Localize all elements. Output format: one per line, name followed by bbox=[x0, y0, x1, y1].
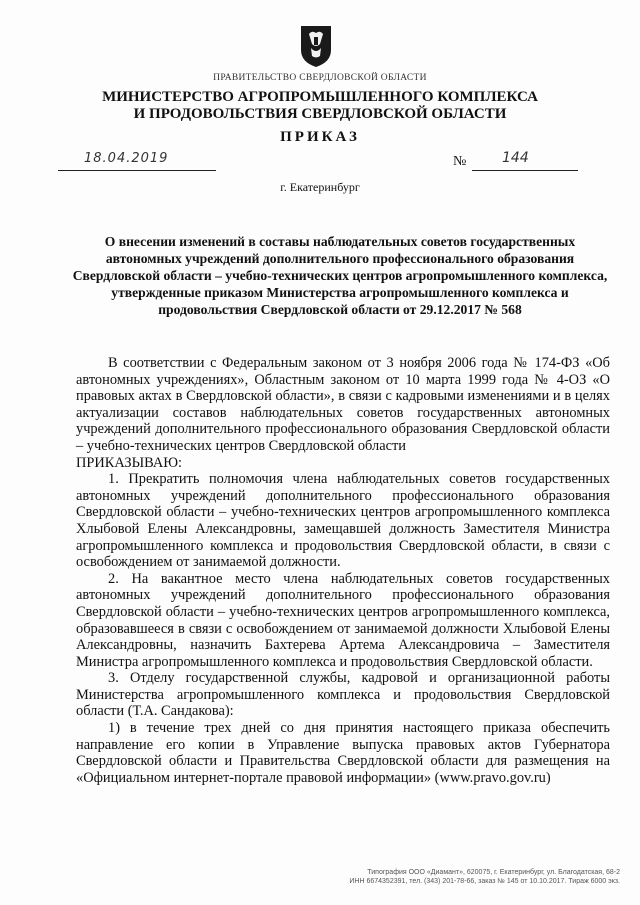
handwritten-date: 18.04.2019 bbox=[84, 151, 169, 166]
date-field bbox=[58, 150, 216, 171]
handwritten-number: 144 bbox=[502, 150, 529, 166]
ministry-line-2: И ПРОДОВОЛЬСТВИЯ СВЕРДЛОВСКОЙ ОБЛАСТИ bbox=[133, 106, 507, 122]
ministry-name bbox=[0, 89, 640, 123]
item-1: 1. Прекратить полномочия члена наблюдательных советов государственных автономных учреждений дополнительного профессионального образования Свердловской области – учебно-технических центров агропромышленного комплекса Хлыбовой Елены Александровны, замещавшей должность Заместителя Министра агропромышленного комплекса и продовольствия Свердловской области, в связи с освобождением от занимаемой должности. bbox=[76, 471, 610, 571]
item-3-1: 1) в течение трех дней со дня принятия настоящего приказа обеспечить направление его копии в Управление выпуска правовых актов Губернатора Свердловской области и Правительства Свердловской области для размещения на «Официальном интернет-портале правовой информации» (www.pravo.gov.ru) bbox=[76, 720, 610, 786]
footer-line-1: Типография ООО «Диамант», 620075, г. Екатеринбург, ул. Благодатская, 68-2 bbox=[367, 869, 620, 876]
number-field bbox=[472, 150, 578, 171]
order-word: ПРИКАЗЫВАЮ: bbox=[76, 454, 183, 471]
preamble-paragraph: В соответствии с Федеральным законом от 3 ноября 2006 года № 174-ФЗ «Об автономных учреждениях», Областным законом от 10 марта 1999 года № 4-ОЗ «О правовых актах в Свердловской области», в связи с кадровыми изменениями и в целях актуализации составов наблюдательных советов государственных автономных учреждений дополнительного профессионального образования Свердловской области – учебно-технических центров Свердловской области bbox=[76, 355, 610, 454]
number-label: № bbox=[453, 154, 467, 169]
document-type: ПРИКАЗ bbox=[280, 129, 360, 145]
city: г. Екатеринбург bbox=[280, 180, 360, 194]
coat-of-arms-icon bbox=[298, 24, 334, 68]
printer-footer bbox=[300, 868, 620, 886]
footer-line-2: ИНН 6674352391, тел. (343) 201-78-66, заказ № 145 от 10.10.2017. Тираж 6000 экз. bbox=[349, 878, 620, 885]
ministry-line-1: МИНИСТЕРСТВО АГРОПРОМЫШЛЕННОГО КОМПЛЕКСА bbox=[102, 89, 538, 105]
order-subject: О внесении изменений в составы наблюдательных советов государственных автономных учреждений дополнительного профессионального образования Свердловской области – учебно-технических центров агропромышленного комплекса, утвержденные приказом Министерства агропромышленного комплекса и продовольствия Свердловской области от 29.12.2017 № 568 bbox=[72, 234, 608, 317]
order-body bbox=[76, 355, 610, 786]
item-3: 3. Отделу государственной службы, кадровой и организационной работы Министерства агропромышленного комплекса и продовольствия Свердловской области (Т.А. Сандакова): bbox=[76, 670, 610, 720]
government-name: ПРАВИТЕЛЬСТВО СВЕРДЛОВСКОЙ ОБЛАСТИ bbox=[213, 73, 427, 83]
item-2: 2. На вакантное место члена наблюдательных советов государственных автономных учреждений дополнительного профессионального образования Свердловской области – учебно-технических центров агропромышленного комплекса, образовавшееся в связи с освобождением от занимаемой должности Хлыбовой Елены Александровны, назначить Бахтерева Артема Александровича – Заместителя Министра агропромышленного комплекса и продовольствия Свердловской области. bbox=[76, 570, 610, 670]
